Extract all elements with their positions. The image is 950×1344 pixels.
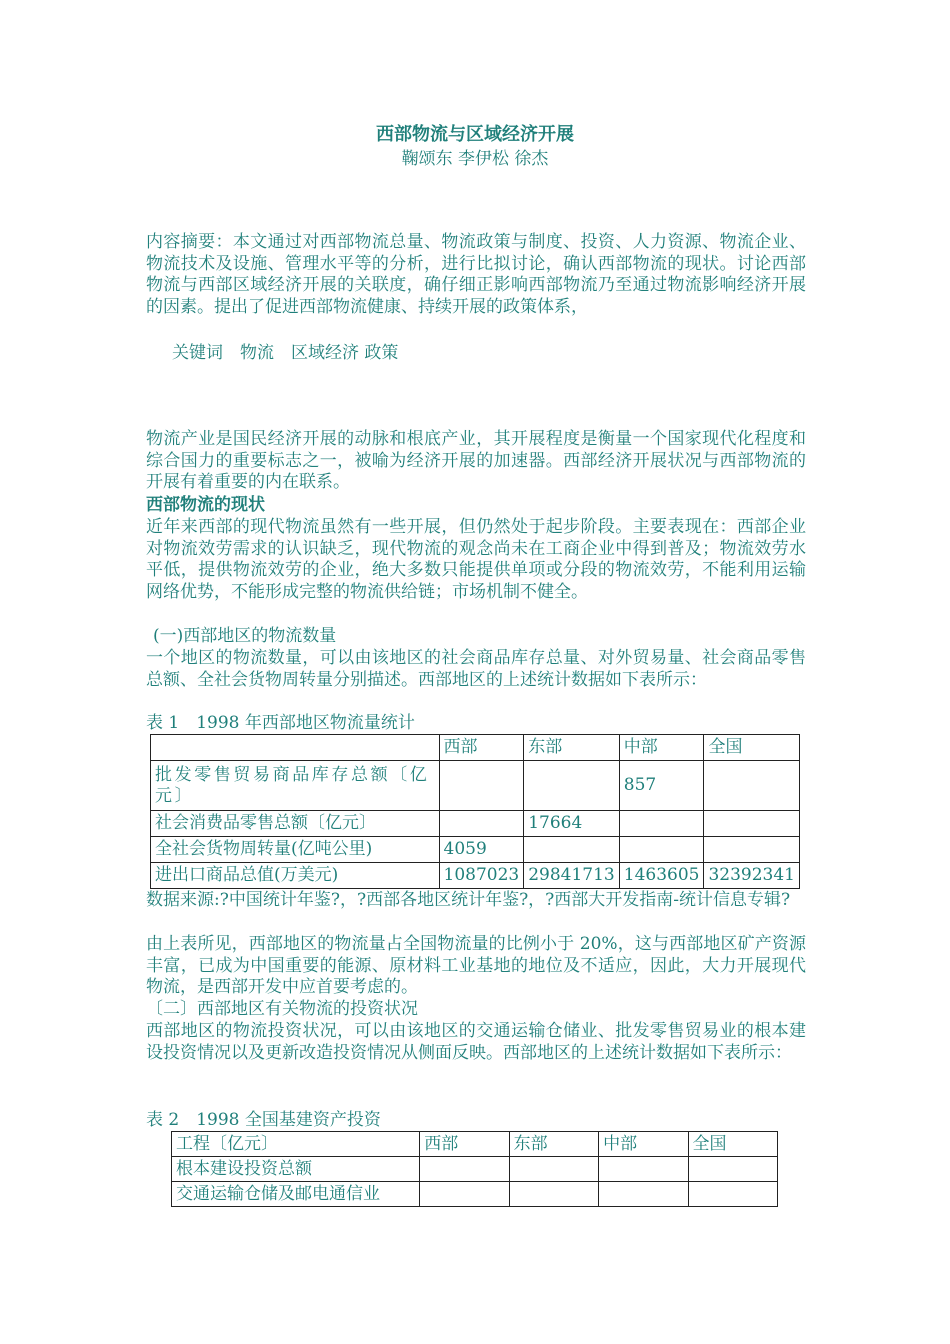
table-cell: 1087023 (439, 863, 524, 889)
table1-caption: 表 1 1998 年西部地区物流量统计 (146, 713, 415, 733)
table-cell (619, 837, 704, 863)
table-cell: 1463605 (619, 863, 704, 889)
table-header-cell: 东部 (524, 735, 620, 761)
table-cell (599, 1157, 688, 1182)
table-cell: 交通运输仓储及邮电通信业 (172, 1182, 420, 1207)
table2-caption: 表 2 1998 全国基建资产投资 (146, 1110, 381, 1130)
subsection1-body: 一个地区的物流数量，可以由该地区的社会商品库存总量、对外贸易量、社会商品零售总额、全社会货物周转量分别描述。西部地区的上述统计数据如下表所示： (146, 648, 806, 690)
table-cell (439, 811, 524, 837)
subsection1-heading: (一)西部地区的物流数量 (153, 626, 337, 646)
table-header-cell: 东部 (509, 1132, 598, 1157)
table-cell: 社会消费品零售总额〔亿元〕 (151, 811, 440, 837)
table-cell: 根本建设投资总额 (172, 1157, 420, 1182)
table-cell (420, 1157, 509, 1182)
table-row (172, 1182, 778, 1207)
table-cell (704, 761, 800, 811)
table-header-cell: 全国 (704, 735, 800, 761)
table-cell (439, 761, 524, 811)
table-cell: 4059 (439, 837, 524, 863)
table-cell (509, 1157, 598, 1182)
table-cell (704, 837, 800, 863)
table-cell: 17664 (524, 811, 620, 837)
table-cell: 进出口商品总值(万美元) (151, 863, 440, 889)
table-header-cell: 西部 (420, 1132, 509, 1157)
table-cell: 批发零售贸易商品库存总额〔亿元〕 (151, 761, 440, 811)
table-row (151, 811, 800, 837)
table-header-cell: 工程〔亿元〕 (172, 1132, 420, 1157)
analysis-paragraph: 由上表所见，西部地区的物流量占全国物流量的比例小于 20%，这与西部地区矿产资源丰富，已成为中国重要的能源、原材料工业基地的地位及不适应，因此，大力开展现代物流，是西部开发中应首要考虑的。 (146, 934, 806, 997)
table-cell (619, 811, 704, 837)
intro-paragraph: 物流产业是国民经济开展的动脉和根底产业，其开展程度是衡量一个国家现代化程度和综合国力的重要标志之一，被喻为经济开展的加速器。西部经济开展状况与西部物流的开展有着重要的内在联系。 (146, 429, 806, 492)
document-title: 西部物流与区域经济开展 (376, 124, 574, 145)
table-header-cell: 中部 (599, 1132, 688, 1157)
table1-source: 数据来源:?中国统计年鉴?，?西部各地区统计年鉴?，?西部大开发指南-统计信息专辑? (146, 890, 791, 910)
table-header-cell: 中部 (619, 735, 704, 761)
section1-heading: 西部物流的现状 (146, 495, 265, 515)
table-cell: 32392341 (704, 863, 800, 889)
table-cell (524, 837, 620, 863)
table-header-row (172, 1132, 778, 1157)
abstract-text: 内容摘要：本文通过对西部物流总量、物流政策与制度、投资、人力资源、物流企业、物流技术及设施、管理水平等的分析，进行比拟讨论，确认西部物流的现状。讨论西部物流与西部区域经济开展的关联度，确仔细正影响西部物流乃至通过物流影响经济开展的因素。提出了促进西部物流健康、持续开展的政策体系， (146, 232, 806, 317)
table-row (151, 761, 800, 811)
table-header-cell: 西部 (439, 735, 524, 761)
subsection2-body: 西部地区的物流投资状况，可以由该地区的交通运输仓储业、批发零售贸易业的根本建设投资情况以及更新改造投资情况从侧面反映。西部地区的上述统计数据如下表所示： (146, 1021, 806, 1063)
table-header-cell: 全国 (688, 1132, 777, 1157)
table-cell: 29841713 (524, 863, 620, 889)
table-cell (509, 1182, 598, 1207)
table1 (150, 734, 800, 889)
table-cell (688, 1157, 777, 1182)
table-cell (704, 811, 800, 837)
table-header-cell (151, 735, 440, 761)
section1-body: 近年来西部的现代物流虽然有一些开展，但仍然处于起步阶段。主要表现在：西部企业对物流效劳需求的认识缺乏，现代物流的观念尚未在工商企业中得到普及；物流效劳水平低，提供物流效劳的企业，绝大多数只能提供单项或分段的物流效劳，不能利用运输网络优势，不能形成完整的物流供给链；市场机制不健全。 (146, 517, 806, 602)
table-row (172, 1157, 778, 1182)
table-cell (599, 1182, 688, 1207)
keywords: 关键词 物流 区域经济 政策 (172, 343, 399, 363)
document-authors: 鞠颂东 李伊松 徐杰 (401, 149, 549, 169)
table-row (151, 837, 800, 863)
subsection2-heading: 〔二〕西部地区有关物流的投资状况 (146, 999, 418, 1019)
table-cell (524, 761, 620, 811)
table-cell: 857 (619, 761, 704, 811)
table-cell (420, 1182, 509, 1207)
table-row (151, 863, 800, 889)
table-cell: 全社会货物周转量(亿吨公里) (151, 837, 440, 863)
table2 (171, 1131, 778, 1207)
table-cell (688, 1182, 777, 1207)
table-header-row (151, 735, 800, 761)
